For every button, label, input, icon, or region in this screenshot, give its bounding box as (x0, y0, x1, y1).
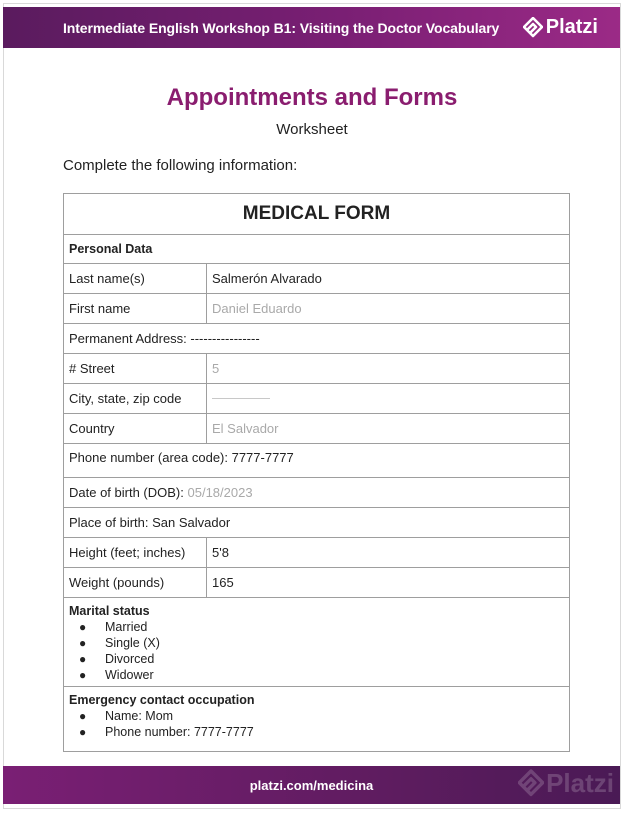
footer-bar (3, 766, 620, 804)
watermark-text: Platzi (546, 768, 614, 798)
weight-row (64, 568, 569, 598)
brand-name: Platzi (545, 16, 598, 38)
first-name-label: First name (64, 294, 207, 323)
form-heading-row (64, 194, 569, 235)
emergency-contact-heading: Emergency contact occupation (69, 693, 255, 707)
country-label: Country (64, 414, 207, 443)
instruction-text: Complete the following information: (63, 157, 298, 174)
last-name-value[interactable]: Salmerón Alvarado (212, 271, 322, 286)
pob-row (64, 508, 569, 538)
platzi-logo-icon (523, 17, 543, 39)
dob-row (64, 478, 569, 508)
page-title: Appointments and Forms (166, 84, 458, 111)
address-row (64, 324, 569, 354)
street-row (64, 354, 569, 384)
pob-label: Place of birth: San Salvador (69, 515, 231, 530)
blank-line (212, 398, 270, 399)
list-item: ● Divorced (79, 652, 155, 666)
first-name-row (64, 294, 569, 324)
first-name-value[interactable]: Daniel Eduardo (212, 301, 302, 316)
footer-link[interactable]: platzi.com/medicina (249, 777, 374, 793)
marital-options-list (79, 619, 564, 683)
list-item: ● Widower (79, 668, 154, 682)
header-bar (3, 7, 620, 48)
list-item: ● Name: Mom (79, 709, 174, 723)
country-value[interactable]: El Salvador (212, 421, 279, 436)
page-subtitle: Worksheet (276, 121, 348, 138)
address-label: Permanent Address: ---------------- (69, 331, 260, 346)
dob-cell (64, 478, 569, 507)
emergency-contact-row (64, 687, 569, 751)
platzi-watermark-icon (518, 769, 544, 799)
weight-label: Weight (pounds) (64, 568, 207, 597)
city-label: City, state, zip code (64, 384, 207, 413)
country-row (64, 414, 569, 444)
section-personal-data (64, 235, 569, 264)
city-row (64, 384, 569, 414)
medical-form (63, 193, 570, 752)
list-item: ● Single (X) (79, 636, 160, 650)
platzi-watermark (518, 768, 614, 799)
phone-label: Phone number (area code): 7777-7777 (69, 450, 294, 465)
weight-value[interactable]: 165 (212, 575, 234, 590)
last-name-row (64, 264, 569, 294)
last-name-label: Last name(s) (64, 264, 207, 293)
list-item: ● Phone number: 7777-7777 (79, 725, 254, 739)
marital-status-block (64, 598, 569, 686)
marital-status-row (64, 598, 569, 687)
section-label: Personal Data (69, 242, 153, 256)
phone-row (64, 444, 569, 478)
marital-status-heading: Marital status (69, 604, 150, 618)
emergency-contact-list (79, 708, 564, 740)
dob-value[interactable]: 05/18/2023 (187, 485, 253, 500)
street-label: # Street (64, 354, 207, 383)
header-title: Intermediate English Workshop B1: Visiting the Doctor Vocabulary (63, 19, 500, 36)
height-label: Height (feet; inches) (64, 538, 207, 567)
form-heading: MEDICAL FORM (242, 203, 391, 224)
street-value[interactable]: 5 (212, 361, 220, 376)
city-value[interactable] (207, 384, 569, 413)
dob-label: Date of birth (DOB): (69, 485, 184, 500)
platzi-logo (523, 16, 598, 39)
list-item: ● Married (79, 620, 148, 634)
emergency-contact-block (64, 687, 569, 751)
height-value[interactable]: 5'8 (212, 545, 229, 560)
height-row (64, 538, 569, 568)
